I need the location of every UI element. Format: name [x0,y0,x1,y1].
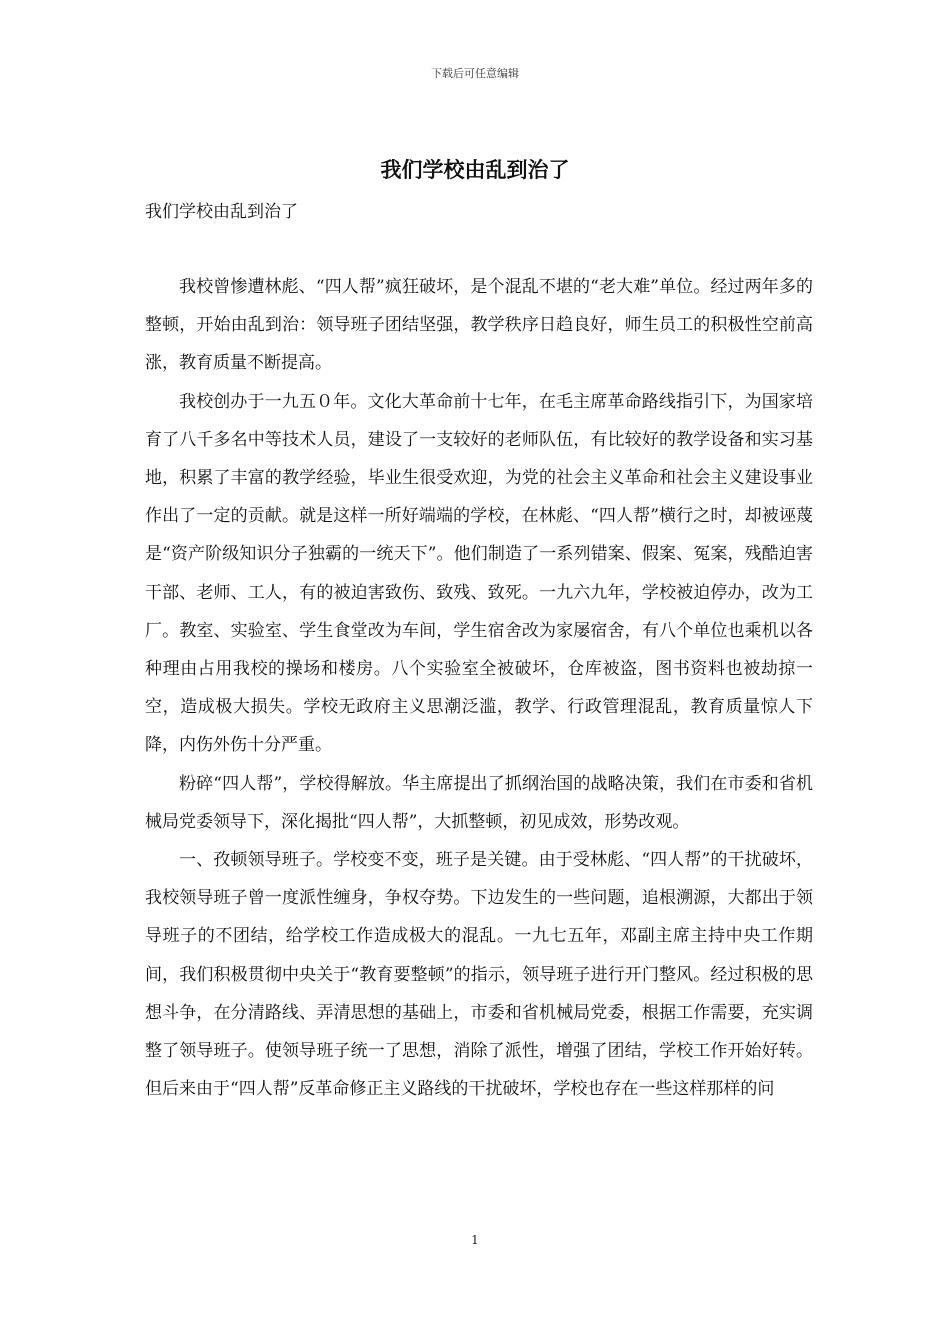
document-subtitle: 我们学校由乱到治了 [145,202,298,222]
page-header: 下载后可任意编辑 [431,67,519,80]
document-body [145,268,813,1108]
paragraph-intro: 我校曾惨遭林彪、“四人帮”疯狂破坏，是个混乱不堪的“老大难”单位。经过两年多的整顿，开始由乱到治：领导班子团结坚强，教学秩序日趋良好，师生员工的积极性空前高涨，教育质量不断提高。 [145,277,813,374]
paragraph-leadership: 一、孜顿领导班子。学校变不变，班子是关键。由于受林彪、“四人帮”的干扰破坏，我校领导班子曾一度派性缠身，争权夺势。下边发生的一些问题，追根溯源，大都出于领导班子的不团结，给学校工作造成极大的混乱。一九七五年，邓副主席主持中央工作期间，我们积极贯彻中央关于“教育要整顿”的指示，领导班子进行开门整风。经过积极的思想斗争，在分清路线、弄清思想的基础上，市委和省机械局党委，根据工作需要，充实调整了领导班子。使领导班子统一了思想，消除了派性，增强了团结，学校工作开始好转。但后来由于“四人帮”反革命修正主义路线的干扰破坏，学校也存在一些这样那样的问 [145,850,813,1100]
paragraph-liberation: 粉碎“四人帮”，学校得解放。华主席提出了抓纲治国的战略决策，我们在市委和省机械局党委领导下，深化揭批“四人帮”，大抓整顿，初见成效，形势改观。 [145,773,813,832]
paragraph-history: 我校创办于一九五０年。文化大革命前十七年，在毛主席革命路线指引下，为国家培育了八千多名中等技术人员，建设了一支较好的老师队伍，有比较好的教学设备和实习基地，积累了丰富的教学经验，毕业生很受欢迎，为党的社会主义革命和社会主义建设事业作出了一定的贡献。就是这样一所好端端的学校，在林彪、“四人帮”横行之时，却被诬蔑是“资产阶级知识分子独霸的一统天下”。他们制造了一系列错案、假案、冤案，残酷迫害干部、老师、工人，有的被迫害致伤、致残、致死。一九六九年，学校被迫停办，改为工厂。教室、实验室、学生食堂改为车间，学生宿舍改为家屡宿舍，有八个单位也乘机以各种理由占用我校的操场和楼房。八个实验室全被破坏，仓库被盗，图书资料也被劫掠一空，造成极大损失。学校无政府主义思潮泛滥，教学、行政管理混乱，教育质量惊人下降，内伤外伤十分严重。 [145,391,813,756]
document-title: 我们学校由乱到治了 [380,158,570,182]
page-number: 1 [471,1233,479,1247]
